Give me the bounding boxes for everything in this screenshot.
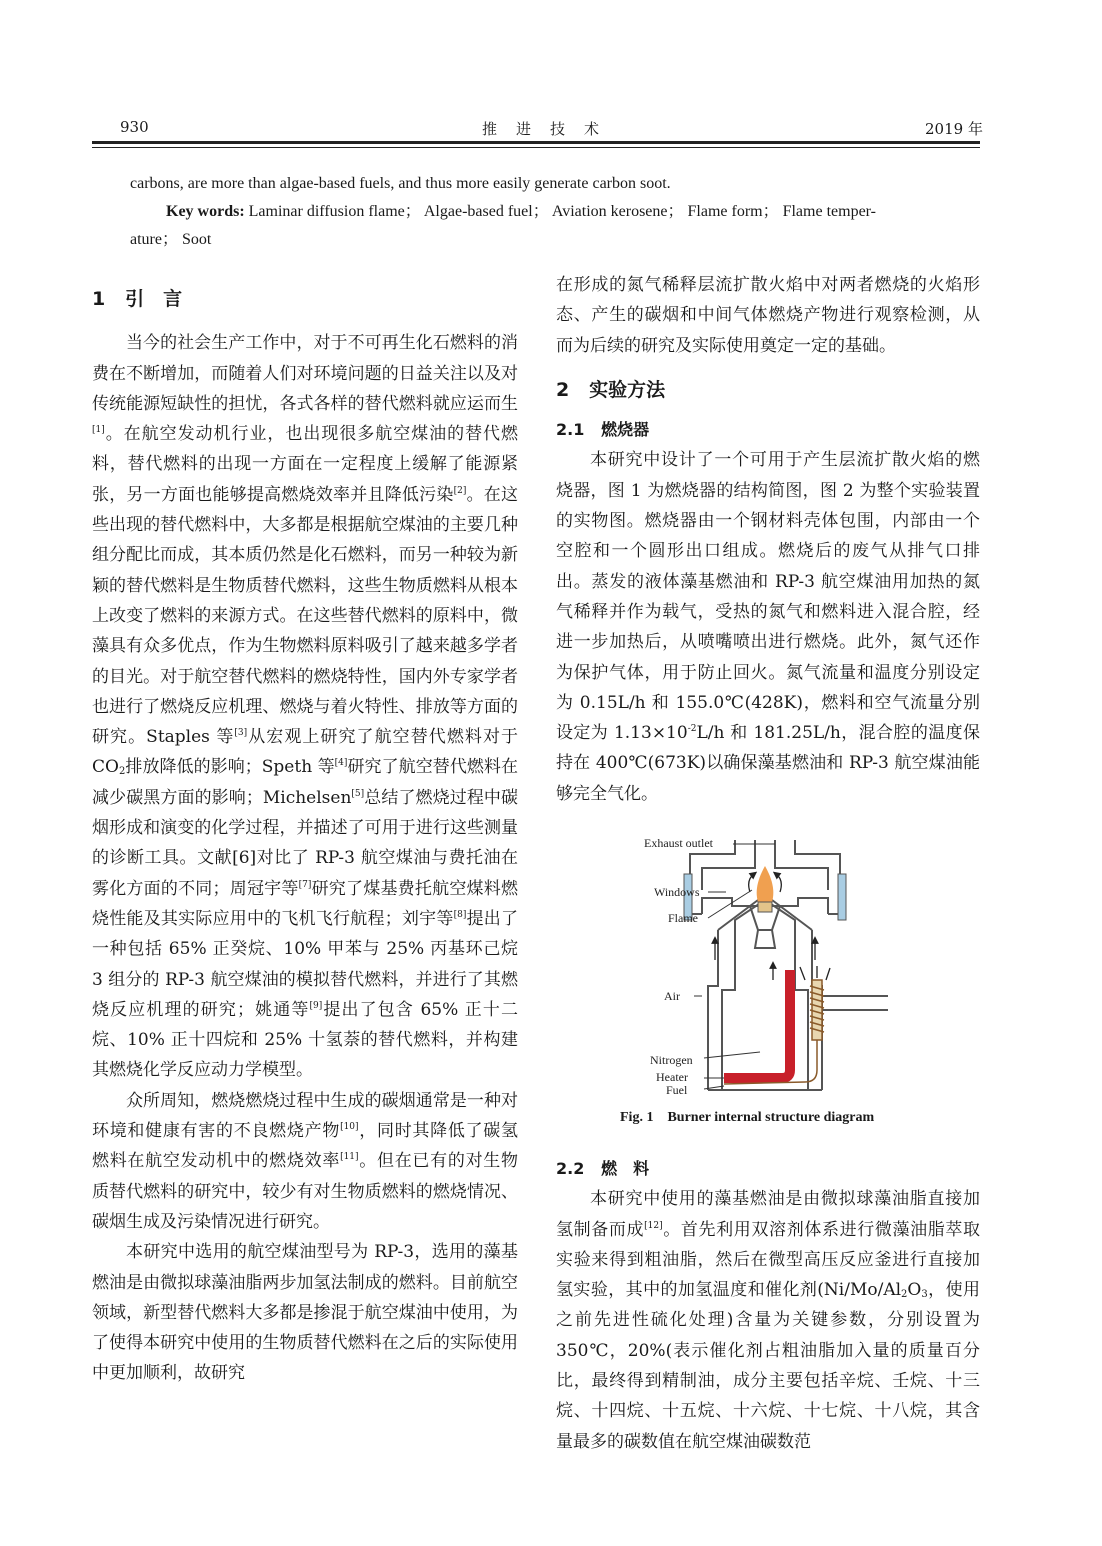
left-column xyxy=(92,284,518,1389)
section2-number: 2 xyxy=(556,378,570,401)
section2-heading xyxy=(556,375,980,405)
label-heater: Heater xyxy=(656,1070,688,1084)
journal-title: 推 进 技 术 xyxy=(482,120,602,138)
year: 2019 年 xyxy=(925,120,983,138)
flame-icon xyxy=(757,866,774,902)
label-exhaust-outlet: Exhaust outlet xyxy=(644,836,713,850)
subsection-2-2-number: 2.2 xyxy=(556,1159,585,1178)
right-column xyxy=(556,270,980,809)
subsection-2-1-heading xyxy=(556,415,980,445)
fuel-paragraph: 本研究中使用的藻基燃油是由微拟球藻油脂直接加氢制备而成[12]。首先利用双溶剂体系进行微藻油脂萃取实验来得到粗油脂，然后在微型高压反应釜进行直接加氢实验，其中的加氢温度和催化剂($Ni/Mo/Al_2O_3$，使用之前先进性硫化处理)含量为关键参数，分别设置为 350℃，20%(表示催化剂占粗油脂加入量的质量百分比，最终得到精制油，成分主要包括辛烷、壬烷、十三烷、十四烷、十五烷、十六烷、十七烷、十八烷，其含量最多的碳数值在航空煤油碳数范 xyxy=(556,1189,980,1452)
intro-paragraph-3-cont: 在形成的氮气稀释层流扩散火焰中对两者燃烧的火焰形态、产生的碳烟和中间气体燃烧产物进行观察检测，从而为后续的研究及实际使用奠定一定的基础。 xyxy=(556,275,980,356)
subsection-2-1-title: 燃烧器 xyxy=(601,420,650,440)
heater-rod xyxy=(724,970,790,1078)
section1-title: 引 言 xyxy=(125,288,183,310)
subsection-2-1-number: 2.1 xyxy=(556,420,585,440)
figure-caption: Fig. 1 Burner internal structure diagram xyxy=(620,1110,875,1125)
label-air: Air xyxy=(664,989,680,1003)
label-windows: Windows xyxy=(654,885,700,899)
abstract-tail: carbons, are more than algae-based fuels, and thus more easily generate carbon soot. xyxy=(130,175,671,192)
keywords-cont: ature； Soot xyxy=(130,231,212,248)
label-flame: Flame xyxy=(668,911,698,925)
header-rule-thin xyxy=(92,147,980,148)
section1-number: 1 xyxy=(92,288,106,310)
label-fuel: Fuel xyxy=(666,1083,688,1097)
nozzle xyxy=(758,902,772,912)
intro-paragraph-1: 当今的社会生产工作中，对于不可再生化石燃料的消费在不断增加，而随着人们对环境问题的日益关注以及对传统能源短缺性的担忧，各式各样的替代燃料就应运而生[1]。在航空发动机行业，也出现很多航空煤油的替代燃料，替代燃料的出现一方面在一定程度上缓解了能源紧张，另一方面也能够提高燃烧效率并且降低污染[2]。在这些出现的替代燃料中，大多都是根据航空煤油的主要几种组分配比而成，其本质仍然是化石燃料，而另一种较为新颖的替代燃料是生物质替代燃料，这些生物质燃料从根本上改变了燃料的来源方式。在这些替代燃料的原料中，微藻具有众多优点，作为生物燃料原料吸引了越来越多学者的目光。对于航空替代燃料的燃烧特性，国内外专家学者也进行了燃烧反应机理、燃烧与着火特性、排放等方面的研究。Staples 等[3]从宏观上研究了航空替代燃料对于 $CO_2$排放降低的影响；Speth 等[4]研究了航空替代燃料在减少碳黑方面的影响；Michelsen[5]总结了燃烧过程中碳烟形成和演变的化学过程，并描述了可用于进行这些测量的诊断工具。文献[6]对比了 RP-3 航空煤油与费托油在雾化方面的不同；周冠宇等[7]研究了煤基费托航空煤料燃烧性能及其实际应用中的飞机飞行航程；刘宇等[8]提出了一种包括 65% 正癸烷、10% 甲苯与 25% 丙基环己烷 3 组分的 RP-3 航空煤油的模拟替代燃料，并进行了其燃烧反应机理的研究；姚通等[9]提出了包含 65% 正十二烷、10% 正十四烷和 25% 十氢萘的替代燃料，并构建其燃烧化学反应动力学模型。 xyxy=(92,333,519,1081)
keywords-label: Key words: xyxy=(166,203,245,220)
burner-paragraph: 本研究中设计了一个可用于产生层流扩散火焰的燃烧器，图 1 为燃烧器的结构简图，图 2 为整个实验装置的实物图。燃烧器由一个钢材料壳体包围，内部由一个空腔和一个圆形出口组成。燃烧后的废气从排气口排出。蒸发的液体藻基燃油和 RP-3 航空煤油用加热的氮气稀释并作为载气，受热的氮气和燃料进入混合腔，经进一步加热后，从喷嘴喷出进行燃烧。此外，氮气还作为保护气体，用于防止回火。氮气流量和温度分别设定为 0.15L/h 和 155.0℃(428K)，燃料和空气流量分别设定为 $1.13\times 10^{-2}L/h$ 和 181.25L/h，混合腔的温度保持在 400℃(673K)以确保藻基燃油和 RP-3 航空煤油能够完全气化。 xyxy=(556,450,980,804)
subsection-2-2-title: 燃 料 xyxy=(601,1159,650,1178)
right-column-lower xyxy=(556,1154,980,1457)
intro-paragraph-2: 众所周知，燃烧燃烧过程中生成的碳烟通常是一种对环境和健康有害的不良燃烧产物[10]，同时其降低了碳氢燃料在航空发动机中的燃烧效率[11]。但在已有的对生物质替代燃料的研究中，较少有对生物质燃料的燃烧情况、碳烟生成及污染情况进行研究。 xyxy=(92,1090,519,1232)
section1-heading xyxy=(92,284,518,314)
section2-title: 实验方法 xyxy=(589,378,666,401)
intro-paragraph-3: 本研究中选用的航空煤油型号为 RP-3，选用的藻基燃油是由微拟球藻油脂两步加氢法制成的燃料。目前航空领域，新型替代燃料大多都是掺混于航空煤油中使用，为了使得本研究中使用的生物质替代燃料在之后的实际使用中更加顺利，故研究 xyxy=(92,1242,518,1384)
subsection-2-2-heading xyxy=(556,1154,980,1184)
page-number: 930 xyxy=(120,118,149,136)
keywords-text: Laminar diffusion flame； Algae-based fuel； Aviation kerosene； Flame form； Flame temper- xyxy=(248,203,877,220)
header-rule-thick xyxy=(92,141,980,144)
keywords xyxy=(166,198,966,226)
window-right xyxy=(838,874,846,920)
burner-diagram xyxy=(640,830,900,1100)
label-nitrogen: Nitrogen xyxy=(650,1053,693,1067)
